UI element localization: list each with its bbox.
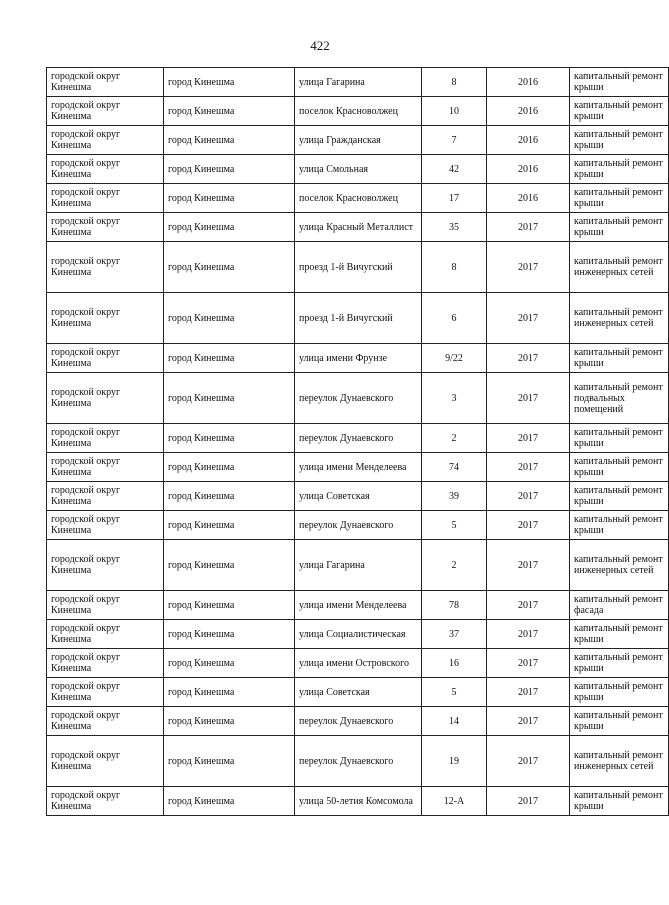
city-cell: город Кинешма — [164, 344, 295, 373]
district-cell: городской округ Кинешма — [47, 736, 164, 787]
table-row — [47, 649, 669, 678]
house-cell: 16 — [422, 649, 487, 678]
street-cell: улица Гагарина — [295, 68, 422, 97]
year-cell: 2016 — [487, 126, 570, 155]
housing-repair-table — [46, 67, 669, 816]
work-type-cell: капитальный ремонт подвальных помещений — [570, 373, 669, 424]
district-cell: городской округ Кинешма — [47, 242, 164, 293]
work-type-cell: капитальный ремонт крыши — [570, 184, 669, 213]
street-cell: улица Красный Металлист — [295, 213, 422, 242]
city-cell: город Кинешма — [164, 540, 295, 591]
year-cell: 2017 — [487, 787, 570, 816]
street-cell: поселок Красноволжец — [295, 97, 422, 126]
street-cell: улица Смольная — [295, 155, 422, 184]
year-cell: 2017 — [487, 540, 570, 591]
work-type-cell: капитальный ремонт крыши — [570, 155, 669, 184]
work-type-cell: капитальный ремонт инженерных сетей — [570, 242, 669, 293]
table-row — [47, 424, 669, 453]
city-cell: город Кинешма — [164, 184, 295, 213]
city-cell: город Кинешма — [164, 68, 295, 97]
house-cell: 8 — [422, 242, 487, 293]
house-cell: 2 — [422, 424, 487, 453]
street-cell: улица Советская — [295, 482, 422, 511]
table-row — [47, 787, 669, 816]
year-cell: 2017 — [487, 344, 570, 373]
house-cell: 78 — [422, 591, 487, 620]
year-cell: 2017 — [487, 620, 570, 649]
house-cell: 17 — [422, 184, 487, 213]
house-cell: 14 — [422, 707, 487, 736]
year-cell: 2016 — [487, 68, 570, 97]
table-row — [47, 707, 669, 736]
house-cell: 9/22 — [422, 344, 487, 373]
city-cell: город Кинешма — [164, 678, 295, 707]
work-type-cell: капитальный ремонт крыши — [570, 649, 669, 678]
table-row — [47, 453, 669, 482]
table-row — [47, 591, 669, 620]
district-cell: городской округ Кинешма — [47, 591, 164, 620]
year-cell: 2017 — [487, 293, 570, 344]
district-cell: городской округ Кинешма — [47, 213, 164, 242]
district-cell: городской округ Кинешма — [47, 344, 164, 373]
street-cell: улица имени Фрунзе — [295, 344, 422, 373]
year-cell: 2016 — [487, 155, 570, 184]
district-cell: городской округ Кинешма — [47, 707, 164, 736]
work-type-cell: капитальный ремонт крыши — [570, 68, 669, 97]
street-cell: переулок Дунаевского — [295, 736, 422, 787]
city-cell: город Кинешма — [164, 373, 295, 424]
house-cell: 42 — [422, 155, 487, 184]
year-cell: 2017 — [487, 707, 570, 736]
year-cell: 2017 — [487, 591, 570, 620]
work-type-cell: капитальный ремонт крыши — [570, 424, 669, 453]
year-cell: 2017 — [487, 373, 570, 424]
work-type-cell: капитальный ремонт крыши — [570, 344, 669, 373]
district-cell: городской округ Кинешма — [47, 126, 164, 155]
city-cell: город Кинешма — [164, 242, 295, 293]
city-cell: город Кинешма — [164, 482, 295, 511]
table-row — [47, 540, 669, 591]
table-row — [47, 678, 669, 707]
city-cell: город Кинешма — [164, 155, 295, 184]
district-cell: городской округ Кинешма — [47, 620, 164, 649]
work-type-cell: капитальный ремонт крыши — [570, 707, 669, 736]
work-type-cell: капитальный ремонт инженерных сетей — [570, 540, 669, 591]
year-cell: 2017 — [487, 736, 570, 787]
table-body — [47, 68, 669, 816]
year-cell: 2016 — [487, 97, 570, 126]
year-cell: 2017 — [487, 649, 570, 678]
table-row — [47, 126, 669, 155]
city-cell: город Кинешма — [164, 424, 295, 453]
table-row — [47, 736, 669, 787]
table-row — [47, 373, 669, 424]
district-cell: городской округ Кинешма — [47, 453, 164, 482]
district-cell: городской округ Кинешма — [47, 68, 164, 97]
year-cell: 2017 — [487, 482, 570, 511]
work-type-cell: капитальный ремонт крыши — [570, 453, 669, 482]
city-cell: город Кинешма — [164, 213, 295, 242]
house-cell: 8 — [422, 68, 487, 97]
house-cell: 37 — [422, 620, 487, 649]
city-cell: город Кинешма — [164, 453, 295, 482]
district-cell: городской округ Кинешма — [47, 184, 164, 213]
work-type-cell: капитальный ремонт крыши — [570, 97, 669, 126]
house-cell: 74 — [422, 453, 487, 482]
house-cell: 5 — [422, 678, 487, 707]
district-cell: городской округ Кинешма — [47, 373, 164, 424]
city-cell: город Кинешма — [164, 707, 295, 736]
street-cell: переулок Дунаевского — [295, 373, 422, 424]
city-cell: город Кинешма — [164, 620, 295, 649]
year-cell: 2017 — [487, 453, 570, 482]
year-cell: 2017 — [487, 213, 570, 242]
work-type-cell: капитальный ремонт инженерных сетей — [570, 736, 669, 787]
table-row — [47, 184, 669, 213]
house-cell: 19 — [422, 736, 487, 787]
table-row — [47, 293, 669, 344]
table-row — [47, 68, 669, 97]
table-row — [47, 213, 669, 242]
district-cell: городской округ Кинешма — [47, 787, 164, 816]
city-cell: город Кинешма — [164, 591, 295, 620]
year-cell: 2017 — [487, 678, 570, 707]
district-cell: городской округ Кинешма — [47, 511, 164, 540]
work-type-cell: капитальный ремонт инженерных сетей — [570, 293, 669, 344]
house-cell: 6 — [422, 293, 487, 344]
house-cell: 2 — [422, 540, 487, 591]
work-type-cell: капитальный ремонт фасада — [570, 591, 669, 620]
table-row — [47, 242, 669, 293]
district-cell: городской округ Кинешма — [47, 649, 164, 678]
year-cell: 2017 — [487, 511, 570, 540]
city-cell: город Кинешма — [164, 97, 295, 126]
district-cell: городской округ Кинешма — [47, 540, 164, 591]
street-cell: улица Гагарина — [295, 540, 422, 591]
street-cell: улица имени Островского — [295, 649, 422, 678]
city-cell: город Кинешма — [164, 293, 295, 344]
year-cell: 2017 — [487, 424, 570, 453]
house-cell: 10 — [422, 97, 487, 126]
work-type-cell: капитальный ремонт крыши — [570, 678, 669, 707]
district-cell: городской округ Кинешма — [47, 424, 164, 453]
house-cell: 7 — [422, 126, 487, 155]
work-type-cell: капитальный ремонт крыши — [570, 213, 669, 242]
page-number: 422 — [310, 38, 330, 53]
work-type-cell: капитальный ремонт крыши — [570, 787, 669, 816]
street-cell: проезд 1-й Вичугский — [295, 293, 422, 344]
year-cell: 2016 — [487, 184, 570, 213]
street-cell: поселок Красноволжец — [295, 184, 422, 213]
house-cell: 12-А — [422, 787, 487, 816]
street-cell: переулок Дунаевского — [295, 707, 422, 736]
work-type-cell: капитальный ремонт крыши — [570, 482, 669, 511]
table-row — [47, 511, 669, 540]
street-cell: переулок Дунаевского — [295, 511, 422, 540]
work-type-cell: капитальный ремонт крыши — [570, 126, 669, 155]
district-cell: городской округ Кинешма — [47, 155, 164, 184]
district-cell: городской округ Кинешма — [47, 678, 164, 707]
street-cell: проезд 1-й Вичугский — [295, 242, 422, 293]
house-cell: 3 — [422, 373, 487, 424]
table-row — [47, 620, 669, 649]
street-cell: переулок Дунаевского — [295, 424, 422, 453]
city-cell: город Кинешма — [164, 787, 295, 816]
street-cell: улица Советская — [295, 678, 422, 707]
house-cell: 39 — [422, 482, 487, 511]
district-cell: городской округ Кинешма — [47, 97, 164, 126]
district-cell: городской округ Кинешма — [47, 293, 164, 344]
house-cell: 35 — [422, 213, 487, 242]
house-cell: 5 — [422, 511, 487, 540]
city-cell: город Кинешма — [164, 736, 295, 787]
city-cell: город Кинешма — [164, 126, 295, 155]
work-type-cell: капитальный ремонт крыши — [570, 511, 669, 540]
street-cell: улица Гражданская — [295, 126, 422, 155]
year-cell: 2017 — [487, 242, 570, 293]
table-row — [47, 97, 669, 126]
table-row — [47, 155, 669, 184]
city-cell: город Кинешма — [164, 511, 295, 540]
district-cell: городской округ Кинешма — [47, 482, 164, 511]
table-row — [47, 482, 669, 511]
street-cell: улица имени Менделеева — [295, 453, 422, 482]
table-row — [47, 344, 669, 373]
street-cell: улица Социалистическая — [295, 620, 422, 649]
work-type-cell: капитальный ремонт крыши — [570, 620, 669, 649]
city-cell: город Кинешма — [164, 649, 295, 678]
street-cell: улица имени Менделеева — [295, 591, 422, 620]
street-cell: улица 50-летия Комсомола — [295, 787, 422, 816]
